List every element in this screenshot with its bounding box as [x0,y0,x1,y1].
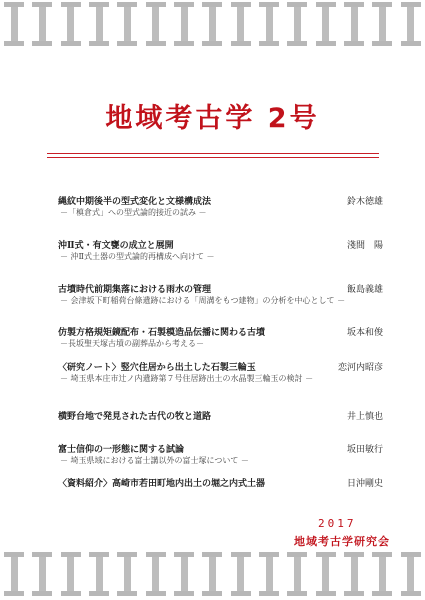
pillar-ornament [146,2,166,46]
article-title: 横野台地で発見された古代の牧と道路 [58,412,212,422]
article-title: 〈研究ノート〉竪穴住居から出土した石製三輪玉 [58,363,256,373]
pillar-ornament [344,552,364,596]
article-title: 古墳時代前期集落における雨水の管理 [58,285,212,295]
pillar-ornament [372,552,392,596]
pillar-ornament [316,552,336,596]
pillar-ornament [4,2,24,46]
article-subtitle: － 沖Ⅱ式土器の型式論的再構成へ向けて － [60,252,215,261]
article-author: 井上慎也 [346,412,383,422]
pillar-ornament [259,2,279,46]
pillar-ornament [174,552,194,596]
bottom-pillar-border [0,552,425,598]
article-author: 日沖剛史 [346,479,383,489]
pillar-ornament [259,552,279,596]
publisher-name: 地域考古学研究会 [294,535,390,548]
top-pillar-border [0,2,425,48]
pillar-ornament [401,2,421,46]
article-author: 淺間 陽 [346,241,383,251]
pillar-ornament [231,552,251,596]
pillar-ornament [174,2,194,46]
article-title: 縄紋中期後半の型式変化と文様構成法 [58,197,212,207]
article-subtitle: － 埼玉県本庄市辻ノ内遺跡第７号住居跡出土の水晶製三輪玉の検討 － [60,374,314,383]
pillar-ornament [61,2,81,46]
pillar-ornament [372,2,392,46]
publication-year: 2017 [318,517,357,530]
journal-title: 地域考古学 2号 [105,103,320,134]
pillar-ornament [146,552,166,596]
article-author: 恋河内昭彦 [337,363,383,373]
pillar-ornament [401,552,421,596]
pillar-ornament [89,2,109,46]
pillar-ornament [287,2,307,46]
pillar-ornament [117,2,137,46]
pillar-ornament [61,552,81,596]
article-title: 仿製方格規矩鏡配布・石製模造品伝播に関わる古墳 [58,328,266,338]
pillar-ornament [202,2,222,46]
title-rule [47,153,379,154]
article-author: 鈴木徳雄 [346,197,383,207]
pillar-ornament [344,2,364,46]
article-subtitle: －「槙倉式」への型式論的接近の試み － [60,208,207,217]
article-title: 〈資料紹介〉高崎市若田町地内出土の堀之内式土器 [58,479,266,489]
pillar-ornament [4,552,24,596]
pillar-ornament [202,552,222,596]
article-subtitle: －長坂聖天塚古墳の副葬品から考える－ [60,339,204,348]
article-title: 富士信仰の一形態に関する試論 [58,445,185,455]
pillar-ornament [117,552,137,596]
pillar-ornament [32,552,52,596]
article-subtitle: － 会津坂下町稲荷台條遺跡における「周溝をもつ建物」の分析を中心として － [60,296,346,305]
pillar-ornament [231,2,251,46]
article-author: 坂田敏行 [346,445,383,455]
article-author: 飯島義雄 [346,285,383,295]
article-title: 沖Ⅱ式・有文甕の成立と展開 [58,241,174,251]
article-author: 坂本和俊 [346,328,383,338]
pillar-ornament [32,2,52,46]
pillar-ornament [287,552,307,596]
pillar-ornament [89,552,109,596]
title-rule [47,157,379,158]
article-subtitle: － 埼玉県域における富士講以外の富士塚について － [60,456,249,465]
pillar-ornament [316,2,336,46]
